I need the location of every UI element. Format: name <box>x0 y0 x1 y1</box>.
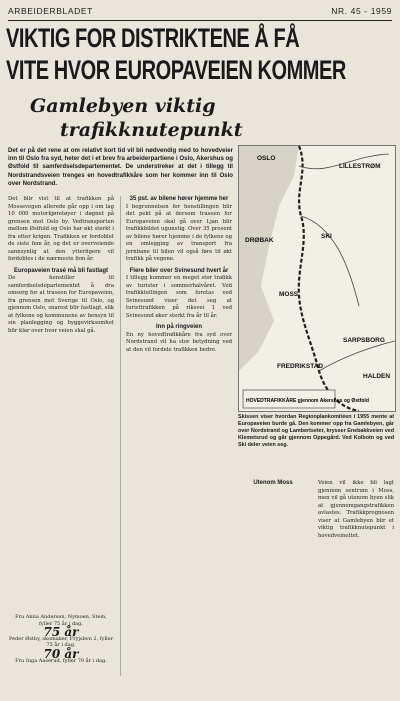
map-label-drobak: DRØBAK <box>245 237 274 244</box>
column-2-body-3: En ny hovedtrafikkåre fra syd over Nordstrand vil ha stor betydning ved at den vil fordele trafikken bedre. <box>126 331 232 353</box>
road-sarpsborg <box>319 341 395 371</box>
column-3-heading: Utenom Moss <box>253 480 293 486</box>
map-label-sarpsborg: SARPSBORG <box>343 337 385 344</box>
headline-line-2: VITE HVOR EUROPAVEIEN KOMMER <box>6 55 346 85</box>
header-rule <box>8 20 392 21</box>
fjord-shoreline <box>239 146 299 371</box>
birthday-3: Fru Inga Aaserud, fyller 70 år i dag. <box>15 657 107 664</box>
map-label-lillestrom: LILLESTRØM <box>339 163 381 170</box>
map-label-oslo: OSLO <box>257 155 276 162</box>
lead-paragraph: Det er på det rene at om relativt kort tid vil bli nødvendig med to hovedveier inn til Oslo fra syd, heter det i et brev fra arbeiderpartiene i Oslo, Akershus og Østfold til samferdselsdepartementet. De understreker at det i tillegg til Nordstrandsveien trenges en hovedtrafikkåre som her kommer inn til Oslo over Nordstrand. <box>8 147 233 187</box>
map-label-ski: SKI <box>321 233 332 240</box>
highway-route <box>299 146 359 411</box>
subheadline-line-2: trafikknutepunkt <box>60 119 243 141</box>
issue-number: NR. 45 - 1959 <box>331 6 392 16</box>
article-column-3 <box>238 480 308 488</box>
birthday-1: Fru Anna Andersen, Nymoen, Stein, fyller 75 år i dag. <box>15 614 107 627</box>
route-map <box>238 145 396 412</box>
article-column-4: Veien vil ikke bli lagt gjennom sentrum i Moss, men vil gå utenom byen slik at gjennomgangstrafikken avlastes. Trafikkprognosen viser at Gamlebyen blir et viktig trafikknutepunkt i hovedveinettet. <box>318 480 394 539</box>
birthday-age-2: 70 år <box>43 646 79 661</box>
birthday-age-1: 75 år <box>43 625 79 640</box>
column-1-heading: Europaveien trasé må bli fastlagt <box>13 267 109 274</box>
article-column-2 <box>126 196 232 354</box>
map-label-halden: HALDEN <box>363 373 391 380</box>
article-column-1 <box>8 196 114 335</box>
column-2-body: I begrunnelsen for henstillingen blir det pekt på at dersom traseen for Europaveien skal gå over Ljan blir trafikkbildet ugunstig. Over 35 prosent av bilene hører hjemme i de fylkene og en omlegging av transport fra jernbane til bilen vil også føre til økt trafikk på vegene. <box>126 203 232 262</box>
column-1-body-2: De henstiller til samferdselsdepartementet å dra omsorg for at traseen for Europaveien, fra grensen mot Sverige til Oslo, og gjennom Oslo, snarest blir fastlagt, slik at fylkene og kommunene av hensyn til sin planlegging og byggevirksomhet blir klar over hvor veien skal gå. <box>8 275 114 334</box>
page-header <box>8 6 392 18</box>
column-1-body: Det blir vist til at trafikken på Mossevegen allerede går opp i om lag 10 000 motorkjøretøyer i døgnet på grensen mot Oslo by. Vedtransporten mellom Østfold og Oslo har økt sterkt i fra etter krigen. Trafikken er fordoblet de siste fem år, og det er overveiende sannsynlig at den ytterligere vil fordobles i de nærmeste fem år. <box>8 196 114 262</box>
map-label-moss: MOSS <box>279 291 299 298</box>
headline-line-1: VIKTIG FOR DISTRIKTENE Å FÅ <box>6 23 300 53</box>
column-divider <box>120 196 121 676</box>
birthday-notices <box>8 614 114 664</box>
map-drawing <box>239 146 395 411</box>
map-caption: Skissen viser hvordan Regionplankomitéen i 1955 mente at Europaveien burde gå. Den kommer opp fra Gamlebyen, går over Nordstrand og Lambertseter, krysser Enebakkveien ved Klemetsrud og går gjennom Oppegård. Ved Kolbotn og ved Ski deler veien seg. <box>238 414 394 448</box>
column-2-heading-3: Inn på ringveien <box>155 324 202 330</box>
paper-name: ARBEIDERBLADET <box>8 6 93 16</box>
column-2-body-2: I tillegg kommer en meget stor trafikk av turister i sommerhalvåret. Ved trafikktellingen som foretas ved Svinesund viser det seg at turisttrafikken på riksvei 1 ved Svinesund øker sterkt fra år til år. <box>126 275 232 319</box>
map-label-fredrikstad: FREDRIKSTAD <box>277 363 324 370</box>
road-ski <box>301 216 359 306</box>
birthday-2: Peder Østby, skomaker, Fryjsbvn 2, fyller 75 år i dag. <box>8 635 113 649</box>
subheadline-line-1: Gamlebyen viktig <box>30 95 216 117</box>
column-2-heading-1: 35 pst. av bilene hører hjemme her <box>129 196 229 202</box>
column-2-heading-2: Flere biler over Svinesund hvert år <box>129 267 229 274</box>
map-legend: HOVEDTRAFIKKÅRE gjennom Akershus og Østfold <box>246 398 369 404</box>
